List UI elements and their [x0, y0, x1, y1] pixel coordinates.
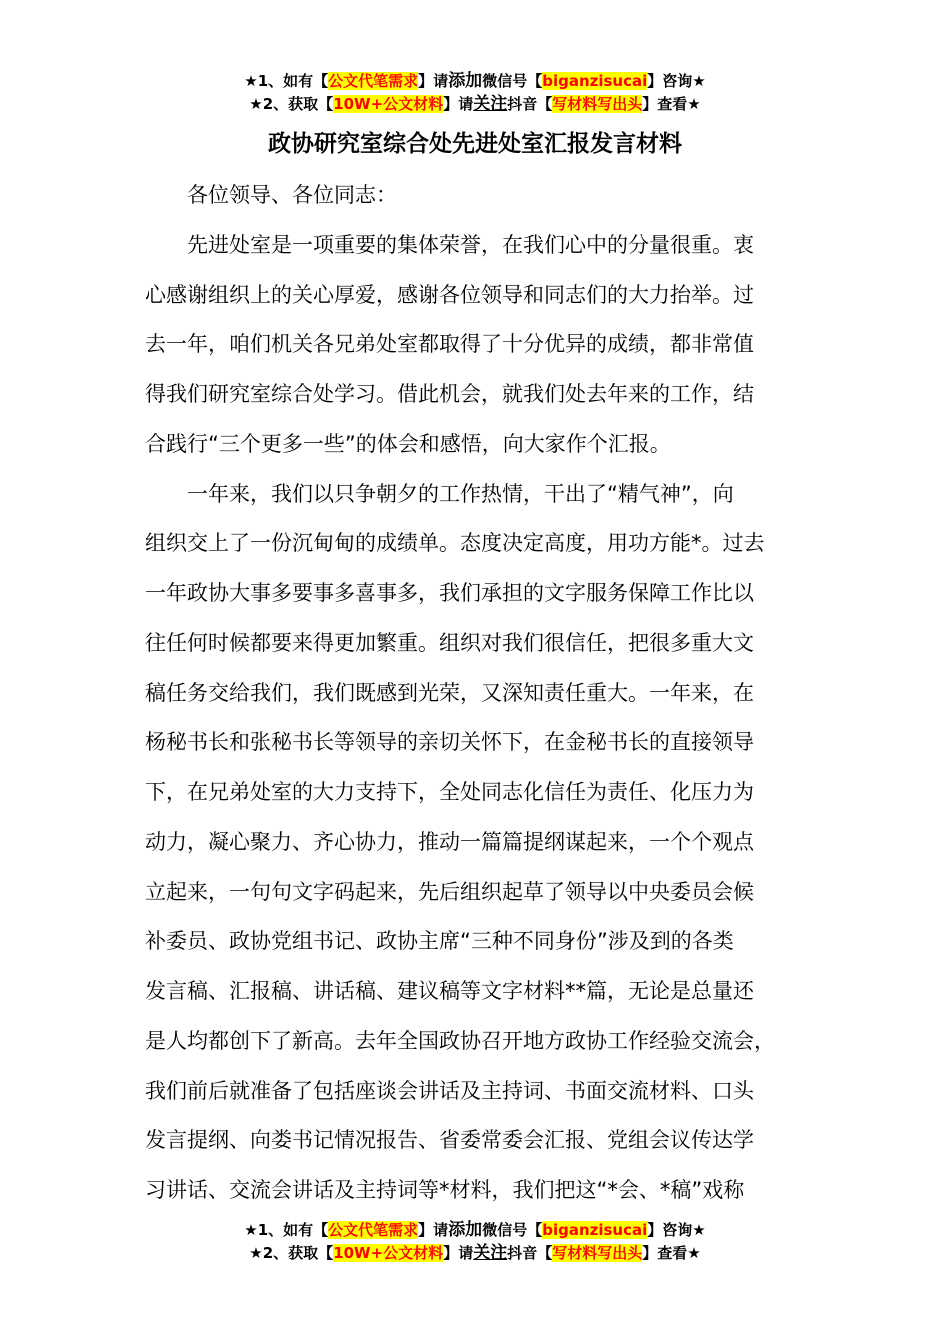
body-line: 是人均都创下了新高。去年全国政协召开地方政协工作经验交流会， [145, 1029, 775, 1053]
body-line: 先进处室是一项重要的集体荣誉，在我们心中的分量很重。衷 [187, 233, 754, 257]
body-line: 发言提纲、向娄书记情况报告、省委常委会汇报、党组会议传达学 [145, 1128, 754, 1152]
body-line: 发言稿、汇报稿、讲话稿、建议稿等文字材料**篇，无论是总量还 [145, 979, 754, 1003]
body-line: 立起来，一句句文字码起来，先后组织起草了领导以中央委员会候 [145, 880, 754, 904]
highlight-materials: 10W+公文材料 [333, 1244, 444, 1262]
highlight-wechat-id: biganzisucai [542, 72, 648, 90]
body-line: 组织交上了一份沉甸甸的成绩单。态度决定高度，用功方能*。过去 [145, 531, 765, 555]
body-line: 补委员、政协党组书记、政协主席“三种不同身份”涉及到的各类 [145, 929, 734, 953]
footer-banner-line-2: ★2、获取【10W+公文材料】请关注抖音【写材料写出头】查看★ [249, 1243, 701, 1263]
body-line: 去一年，咱们机关各兄弟处室都取得了十分优异的成绩，都非常值 [145, 332, 754, 356]
star-icon: ★ [249, 95, 263, 113]
body-line: 下，在兄弟处室的大力支持下，全处同志化信任为责任、化压力为 [145, 780, 754, 804]
body-line: 合践行“三个更多一些”的体会和感悟，向大家作个汇报。 [145, 432, 671, 456]
highlight-service: 公文代笔需求 [328, 72, 419, 90]
footer-banner-line-1: ★1、如有【公文代笔需求】请添加微信号【biganzisucai】咨询★ [244, 1220, 706, 1240]
body-line: 动力，凝心聚力、齐心协力，推动一篇篇提纲谋起来，一个个观点 [145, 830, 754, 854]
header-banner-line-2: ★2、获取【10W+公文材料】请关注抖音【写材料写出头】查看★ [249, 94, 701, 114]
body-line: 习讲话、交流会讲话及主持词等*材料，我们把这“*会、*稿”戏称 [145, 1178, 745, 1202]
salutation: 各位领导、各位同志： [187, 183, 397, 207]
star-icon: ★ [244, 1221, 258, 1239]
highlight-service: 公文代笔需求 [328, 1221, 419, 1239]
document-title: 政协研究室综合处先进处室汇报发言材料 [268, 131, 682, 157]
star-icon: ★ [249, 1244, 263, 1262]
body-line: 得我们研究室综合处学习。借此机会，就我们处去年来的工作，结 [145, 382, 754, 406]
body-line: 稿任务交给我们，我们既感到光荣，又深知责任重大。一年来，在 [145, 681, 754, 705]
highlight-materials: 10W+公文材料 [333, 95, 444, 113]
body-line: 一年来，我们以只争朝夕的工作热情，干出了“精气神”，向 [187, 482, 734, 506]
star-icon: ★ [244, 72, 258, 90]
header-banner-line-1: ★1、如有【公文代笔需求】请添加微信号【biganzisucai】咨询★ [244, 71, 706, 91]
body-line: 杨秘书长和张秘书长等领导的亲切关怀下，在金秘书长的直接领导 [145, 730, 754, 754]
highlight-douyin: 写材料写出头 [552, 95, 643, 113]
highlight-douyin: 写材料写出头 [552, 1244, 643, 1262]
body-line: 一年政协大事多要事多喜事多，我们承担的文字服务保障工作比以 [145, 581, 754, 605]
highlight-wechat-id: biganzisucai [542, 1221, 648, 1239]
body-line: 心感谢组织上的关心厚爱，感谢各位领导和同志们的大力抬举。过 [145, 283, 754, 307]
body-line: 我们前后就准备了包括座谈会讲话及主持词、书面交流材料、口头 [145, 1079, 754, 1103]
body-line: 往任何时候都要来得更加繁重。组织对我们很信任，把很多重大文 [145, 631, 754, 655]
